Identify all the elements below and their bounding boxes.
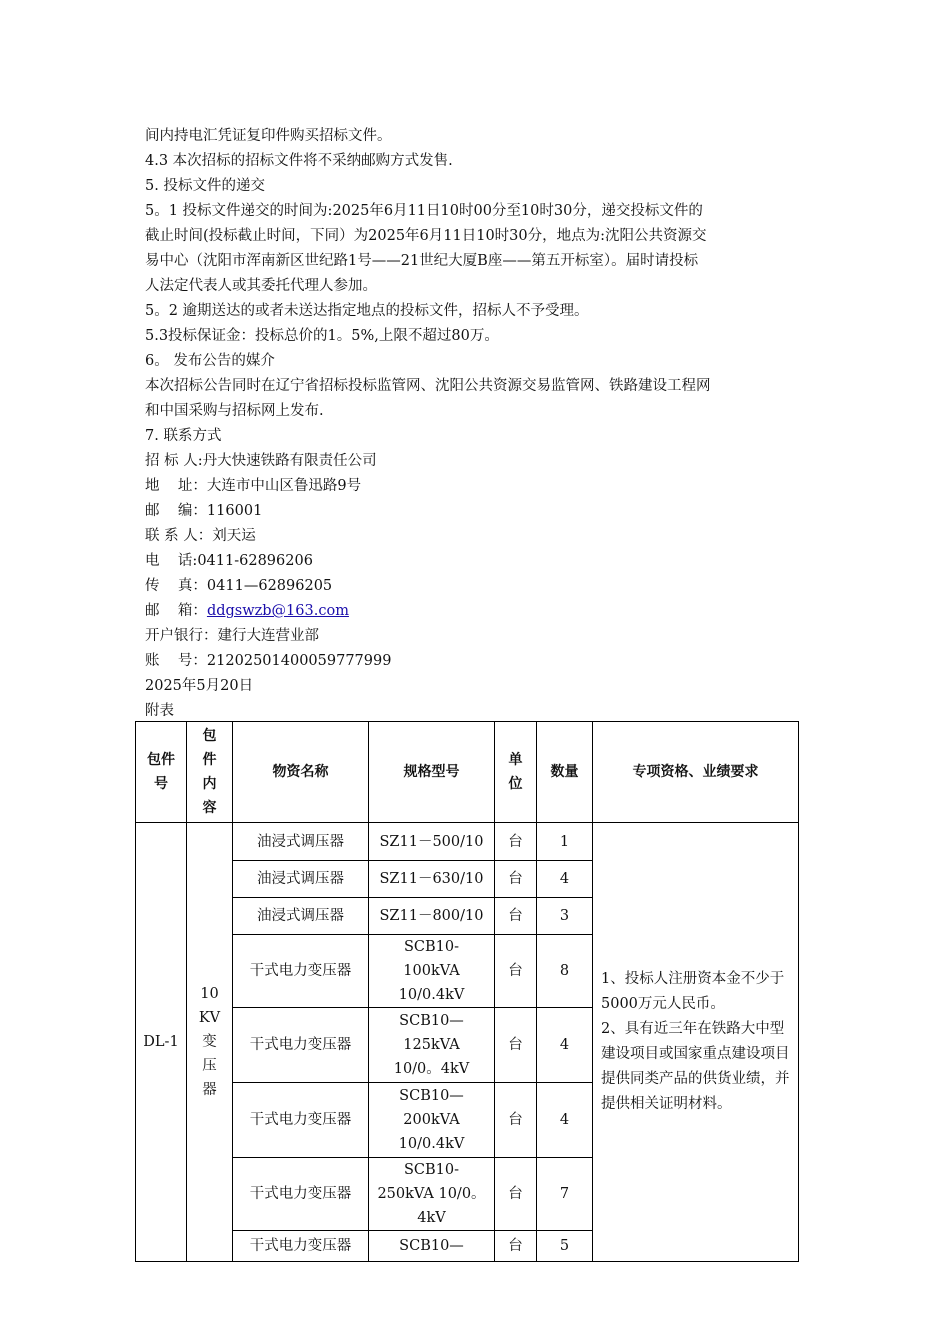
text-line: 截止时间(投标截止时间，下同）为2025年6月11日10时30分，地点为:沈阳公共资源交 — [145, 228, 707, 244]
contact-fax: 传 真：0411—62896205 — [145, 578, 333, 594]
unit-cell: 台 — [495, 1008, 537, 1083]
text-line: 5.3投标保证金：投标总价的1。5%,上限不超过80万。 — [145, 328, 499, 344]
header-package-no: 包件号 — [136, 722, 187, 823]
unit-cell: 台 — [495, 823, 537, 861]
requirement-text: 1、投标人注册资本金不少于5000万元人民币。 2、具有近三年在铁路大中型建设项目或国家重点建设项目提供同类产品的供货业绩，并提供相关证明材料。 — [601, 971, 790, 1112]
material-name-cell: 干式电力变压器 — [233, 935, 369, 1008]
quantity-cell: 1 — [537, 823, 593, 861]
text-line: 本次招标公告同时在辽宁省招标投标监管网、沈阳公共资源交易监管网、铁路建设工程网 — [145, 378, 711, 394]
unit-cell: 台 — [495, 898, 537, 935]
quantity-cell: 4 — [537, 1008, 593, 1083]
email-link[interactable]: ddgswzb@163.com — [206, 603, 349, 619]
unit-cell: 台 — [495, 861, 537, 898]
material-name-cell: 干式电力变压器 — [233, 1231, 369, 1262]
text-line: 5。2 逾期送达的或者未送达指定地点的投标文件，招标人不予受理。 — [145, 303, 589, 319]
header-model: 规格型号 — [369, 722, 495, 823]
section-heading: 7. 联系方式 — [145, 428, 222, 444]
model-cell: SCB10— 200kVA 10/0.4kV — [369, 1083, 495, 1158]
material-name-cell: 油浸式调压器 — [233, 861, 369, 898]
model-cell: SCB10— — [369, 1231, 495, 1262]
contact-person: 联 系 人：刘天运 — [145, 528, 256, 544]
document-body — [145, 124, 810, 724]
section-heading: 6。 发布公告的媒介 — [145, 353, 275, 369]
header-material-name: 物资名称 — [233, 722, 369, 823]
quantity-cell: 8 — [537, 935, 593, 1008]
text-line: 5。1 投标文件递交的时间为:2025年6月11日10时00分至10时30分，递交投标文件的 — [145, 203, 703, 219]
quantity-cell: 4 — [537, 1083, 593, 1158]
text-line: 易中心（沈阳市浑南新区世纪路1号——21世纪大厦B座——第五开标室）。届时请投标 — [145, 253, 699, 269]
quantity-cell: 3 — [537, 898, 593, 935]
material-name-cell: 干式电力变压器 — [233, 1083, 369, 1158]
section-heading: 5. 投标文件的递交 — [145, 178, 265, 194]
attachment-table — [135, 721, 799, 1262]
material-name-cell: 干式电力变压器 — [233, 1008, 369, 1083]
model-cell: SZ11－630/10 — [369, 861, 495, 898]
model-cell: SCB10-100kVA 10/0.4kV — [369, 935, 495, 1008]
text-line: 和中国采购与招标网上发布. — [145, 403, 324, 419]
attachment-title: 附表 — [145, 703, 174, 719]
contact-bank: 开户银行：建行大连营业部 — [145, 628, 319, 644]
header-requirements: 专项资格、业绩要求 — [593, 722, 799, 823]
requirements-cell — [593, 823, 799, 1262]
unit-cell: 台 — [495, 935, 537, 1008]
header-unit: 单位 — [495, 722, 537, 823]
text-line: 4.3 本次招标的招标文件将不采纳邮购方式发售. — [145, 153, 453, 169]
contact-postcode: 邮 编：116001 — [145, 503, 263, 519]
model-cell: SZ11－500/10 — [369, 823, 495, 861]
document-date: 2025年5月20日 — [145, 678, 254, 694]
contact-tenderer: 招 标 人:丹大快速铁路有限责任公司 — [145, 453, 377, 469]
material-name-cell: 干式电力变压器 — [233, 1158, 369, 1231]
model-cell: SCB10— 125kVA 10/0。4kV — [369, 1008, 495, 1083]
quantity-cell: 7 — [537, 1158, 593, 1231]
package-content-cell: 10KV变压器 — [187, 823, 233, 1262]
contact-account: 账 号：21202501400059777999 — [145, 653, 392, 669]
contact-phone: 电 话:0411-62896206 — [145, 553, 313, 569]
material-name-cell: 油浸式调压器 — [233, 823, 369, 861]
contact-address: 地 址：大连市中山区鲁迅路9号 — [145, 478, 362, 494]
material-name-cell: 油浸式调压器 — [233, 898, 369, 935]
unit-cell: 台 — [495, 1158, 537, 1231]
header-package-content: 包件内容 — [187, 722, 233, 823]
quantity-cell: 4 — [537, 861, 593, 898]
header-quantity: 数量 — [537, 722, 593, 823]
text-line: 间内持电汇凭证复印件购买招标文件。 — [145, 128, 392, 144]
table-header-row — [136, 722, 799, 823]
email-label: 邮 箱： — [145, 603, 207, 619]
package-no-cell: DL-1 — [136, 823, 187, 1262]
model-cell: SCB10-250kVA 10/0。4kV — [369, 1158, 495, 1231]
model-cell: SZ11－800/10 — [369, 898, 495, 935]
table-row — [136, 823, 799, 861]
contact-email — [145, 599, 810, 624]
unit-cell: 台 — [495, 1231, 537, 1262]
quantity-cell: 5 — [537, 1231, 593, 1262]
unit-cell: 台 — [495, 1083, 537, 1158]
text-line: 人法定代表人或其委托代理人参加。 — [145, 278, 377, 294]
